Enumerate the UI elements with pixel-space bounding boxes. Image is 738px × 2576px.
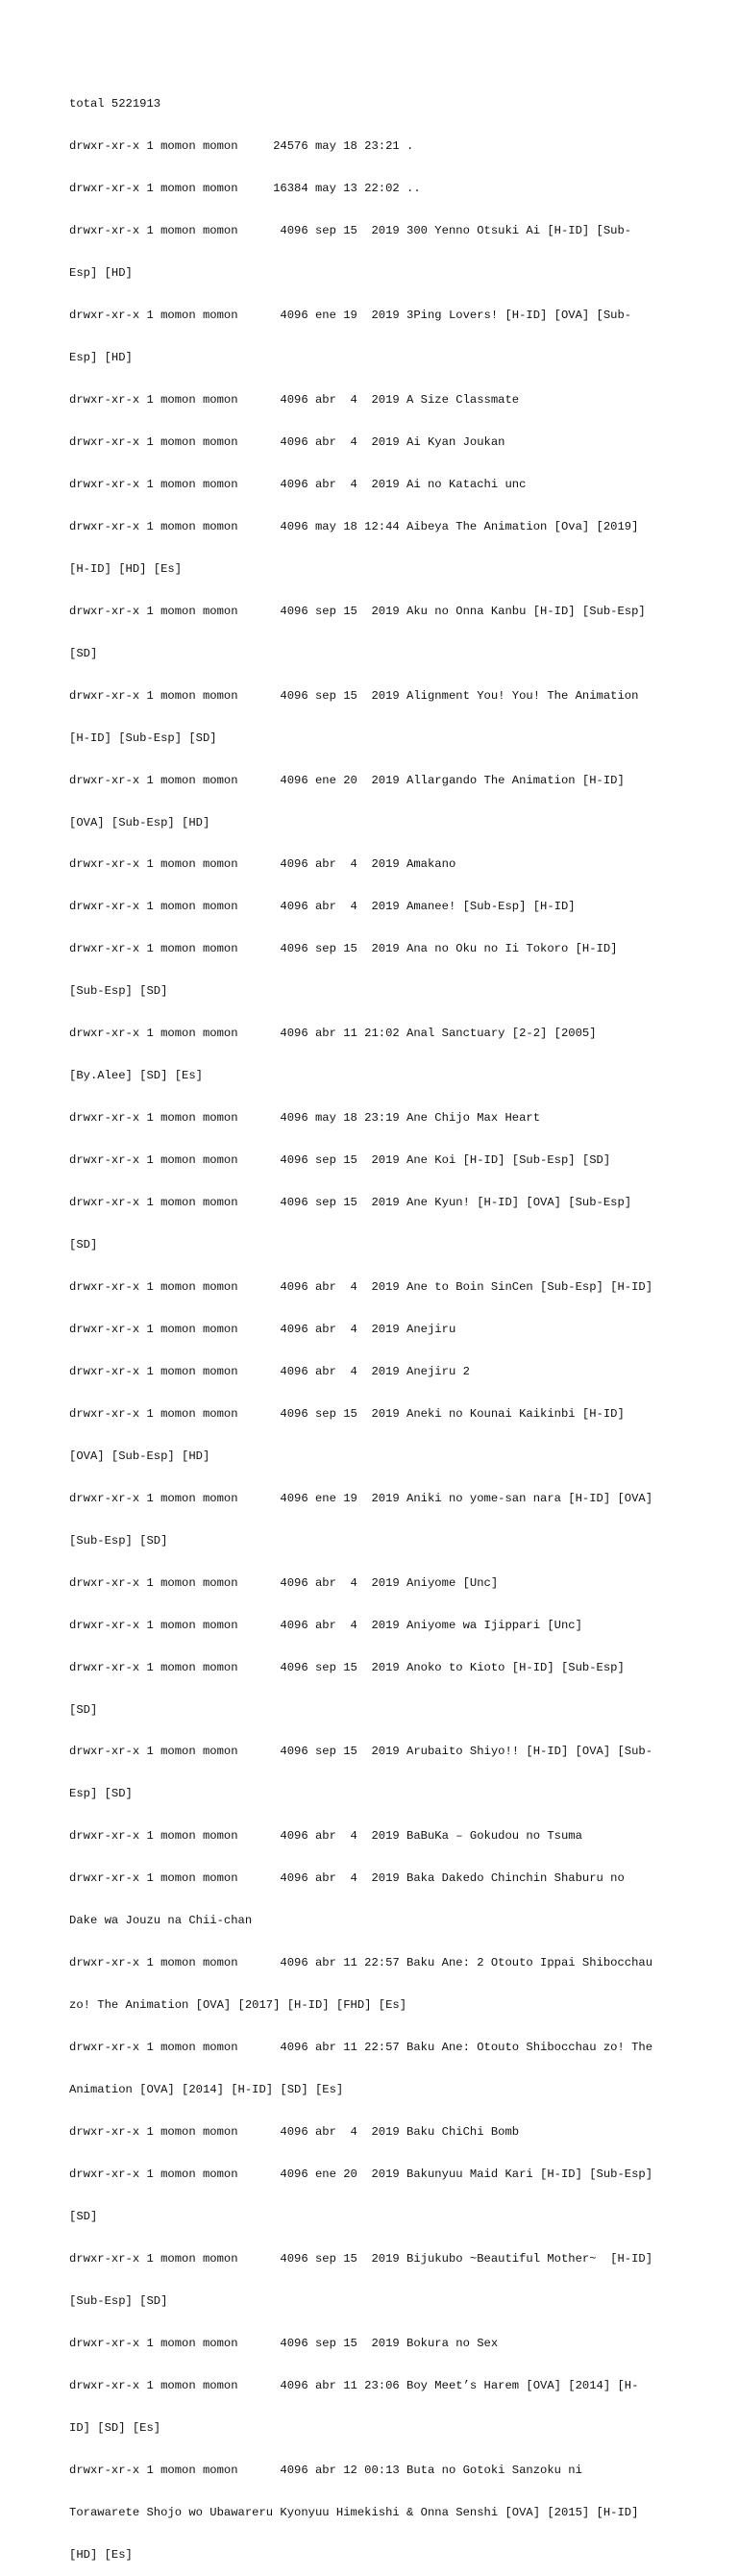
listing-line: drwxr-xr-x 1 momon momon 4096 abr 4 2019 Anejiru xyxy=(69,1322,456,1336)
listing-line: [Sub-Esp] [SD] xyxy=(69,984,168,999)
listing-line: drwxr-xr-x 1 momon momon 4096 sep 15 2019 Bokura no Sex xyxy=(69,2336,499,2350)
listing-line: [Sub-Esp] [SD] xyxy=(69,2293,168,2308)
listing-line: drwxr-xr-x 1 momon momon 4096 abr 4 2019 BaBuKa – Gokudou no Tsuma xyxy=(69,1829,582,1844)
listing-line: drwxr-xr-x 1 momon momon 4096 abr 11 22:57 Baku Ane: 2 Otouto Ippai Shibocchau xyxy=(69,1956,653,1970)
listing-line: Dake wa Jouzu na Chii-chan xyxy=(69,1914,253,1928)
listing-line: drwxr-xr-x 1 momon momon 4096 abr 11 22:57 Baku Ane: Otouto Shibocchau zo! The xyxy=(69,2041,653,2055)
listing-line: [SD] xyxy=(69,646,98,660)
listing-line: total 5221913 xyxy=(69,97,161,111)
listing-line: drwxr-xr-x 1 momon momon 4096 abr 4 2019 A Size Classmate xyxy=(69,392,520,407)
listing-line: drwxr-xr-x 1 momon momon 4096 abr 4 2019 Ane to Boin SinCen [Sub-Esp] [H-ID] xyxy=(69,1280,653,1294)
listing-line: drwxr-xr-x 1 momon momon 4096 ene 20 2019 Allargando The Animation [H-ID] xyxy=(69,773,625,787)
listing-line: drwxr-xr-x 1 momon momon 4096 sep 15 2019 300 Yenno Otsuki Ai [H-ID] [Sub- xyxy=(69,224,632,238)
listing-line: drwxr-xr-x 1 momon momon 4096 sep 15 2019 Aneki no Kounai Kaikinbi [H-ID] xyxy=(69,1406,625,1421)
listing-line: [H-ID] [Sub-Esp] [SD] xyxy=(69,731,217,745)
listing-line: drwxr-xr-x 1 momon momon 4096 sep 15 2019 Arubaito Shiyo!! [H-ID] [OVA] [Sub- xyxy=(69,1745,653,1759)
listing-line: [Sub-Esp] [SD] xyxy=(69,1533,168,1548)
listing-line: drwxr-xr-x 1 momon momon 4096 sep 15 2019 Aku no Onna Kanbu [H-ID] [Sub-Esp] xyxy=(69,604,646,618)
listing-line: Esp] [SD] xyxy=(69,1787,133,1801)
listing-line: drwxr-xr-x 1 momon momon 4096 abr 4 2019 Baka Dakedo Chinchin Shaburu no xyxy=(69,1871,625,1886)
listing-line: drwxr-xr-x 1 momon momon 4096 abr 4 2019 Ai no Katachi unc xyxy=(69,477,527,491)
listing-line: ID] [SD] [Es] xyxy=(69,2420,161,2435)
listing-line: drwxr-xr-x 1 momon momon 24576 may 18 23:21 . xyxy=(69,139,414,154)
listing-line: drwxr-xr-x 1 momon momon 4096 abr 11 23:06 Boy Meet’s Harem [OVA] [2014] [H- xyxy=(69,2378,639,2392)
listing-line: drwxr-xr-x 1 momon momon 4096 sep 15 2019 Ane Kyun! [H-ID] [OVA] [Sub-Esp] xyxy=(69,1196,632,1210)
listing-line: drwxr-xr-x 1 momon momon 4096 may 18 23:19 Ane Chijo Max Heart xyxy=(69,1111,541,1126)
listing-line: [H-ID] [HD] [Es] xyxy=(69,561,183,576)
listing-line: Torawarete Shojo wo Ubawareru Kyonyuu Himekishi & Onna Senshi [OVA] [2015] [H-ID] xyxy=(69,2505,639,2519)
directory-listing xyxy=(69,69,684,2576)
listing-line: Esp] [HD] xyxy=(69,266,133,281)
listing-line: Esp] [HD] xyxy=(69,351,133,365)
listing-line: drwxr-xr-x 1 momon momon 4096 abr 4 2019 Ai Kyan Joukan xyxy=(69,434,505,449)
listing-line: drwxr-xr-x 1 momon momon 4096 may 18 12:44 Aibeya The Animation [Ova] [2019] xyxy=(69,519,639,533)
listing-line: [HD] [Es] xyxy=(69,2547,133,2562)
listing-line: drwxr-xr-x 1 momon momon 4096 sep 15 2019 Ana no Oku no Ii Tokoro [H-ID] xyxy=(69,942,618,956)
listing-line: drwxr-xr-x 1 momon momon 4096 sep 15 2019 Alignment You! You! The Animation xyxy=(69,688,639,703)
listing-line: drwxr-xr-x 1 momon momon 4096 sep 15 2019 Bijukubo ~Beautiful Mother~ [H-ID] xyxy=(69,2251,653,2266)
listing-line: drwxr-xr-x 1 momon momon 4096 abr 4 2019 Aniyome [Unc] xyxy=(69,1575,499,1590)
listing-line: drwxr-xr-x 1 momon momon 4096 abr 4 2019 Amakano xyxy=(69,857,456,872)
listing-line: drwxr-xr-x 1 momon momon 4096 abr 11 21:02 Anal Sanctuary [2-2] [2005] xyxy=(69,1027,597,1041)
listing-line: drwxr-xr-x 1 momon momon 4096 abr 12 00:13 Buta no Gotoki Sanzoku ni xyxy=(69,2463,582,2477)
listing-line: drwxr-xr-x 1 momon momon 4096 sep 15 2019 Anoko to Kioto [H-ID] [Sub-Esp] xyxy=(69,1660,625,1674)
listing-line: drwxr-xr-x 1 momon momon 4096 abr 4 2019 Anejiru 2 xyxy=(69,1364,470,1378)
listing-line: [OVA] [Sub-Esp] [HD] xyxy=(69,1449,210,1463)
listing-line: drwxr-xr-x 1 momon momon 4096 ene 19 2019 3Ping Lovers! [H-ID] [OVA] [Sub- xyxy=(69,309,632,323)
listing-line: zo! The Animation [OVA] [2017] [H-ID] [FHD] [Es] xyxy=(69,1998,407,2013)
listing-line: drwxr-xr-x 1 momon momon 4096 abr 4 2019 Baku ChiChi Bomb xyxy=(69,2125,520,2140)
listing-line: drwxr-xr-x 1 momon momon 4096 sep 15 2019 Ane Koi [H-ID] [Sub-Esp] [SD] xyxy=(69,1153,611,1168)
listing-line: drwxr-xr-x 1 momon momon 4096 ene 19 2019 Aniki no yome-san nara [H-ID] [OVA] xyxy=(69,1491,653,1505)
listing-line: [SD] xyxy=(69,2209,98,2223)
listing-line: drwxr-xr-x 1 momon momon 16384 may 13 22:02 .. xyxy=(69,182,421,196)
listing-line: [By.Alee] [SD] [Es] xyxy=(69,1069,203,1083)
listing-line: Animation [OVA] [2014] [H-ID] [SD] [Es] xyxy=(69,2083,344,2097)
listing-line: [SD] xyxy=(69,1702,98,1717)
listing-line: [OVA] [Sub-Esp] [HD] xyxy=(69,815,210,830)
listing-line: [SD] xyxy=(69,1238,98,1252)
listing-line: drwxr-xr-x 1 momon momon 4096 ene 20 2019 Bakunyuu Maid Kari [H-ID] [Sub-Esp] xyxy=(69,2167,653,2182)
listing-line: drwxr-xr-x 1 momon momon 4096 abr 4 2019 Aniyome wa Ijippari [Unc] xyxy=(69,1618,582,1632)
listing-line: drwxr-xr-x 1 momon momon 4096 abr 4 2019 Amanee! [Sub-Esp] [H-ID] xyxy=(69,900,576,914)
